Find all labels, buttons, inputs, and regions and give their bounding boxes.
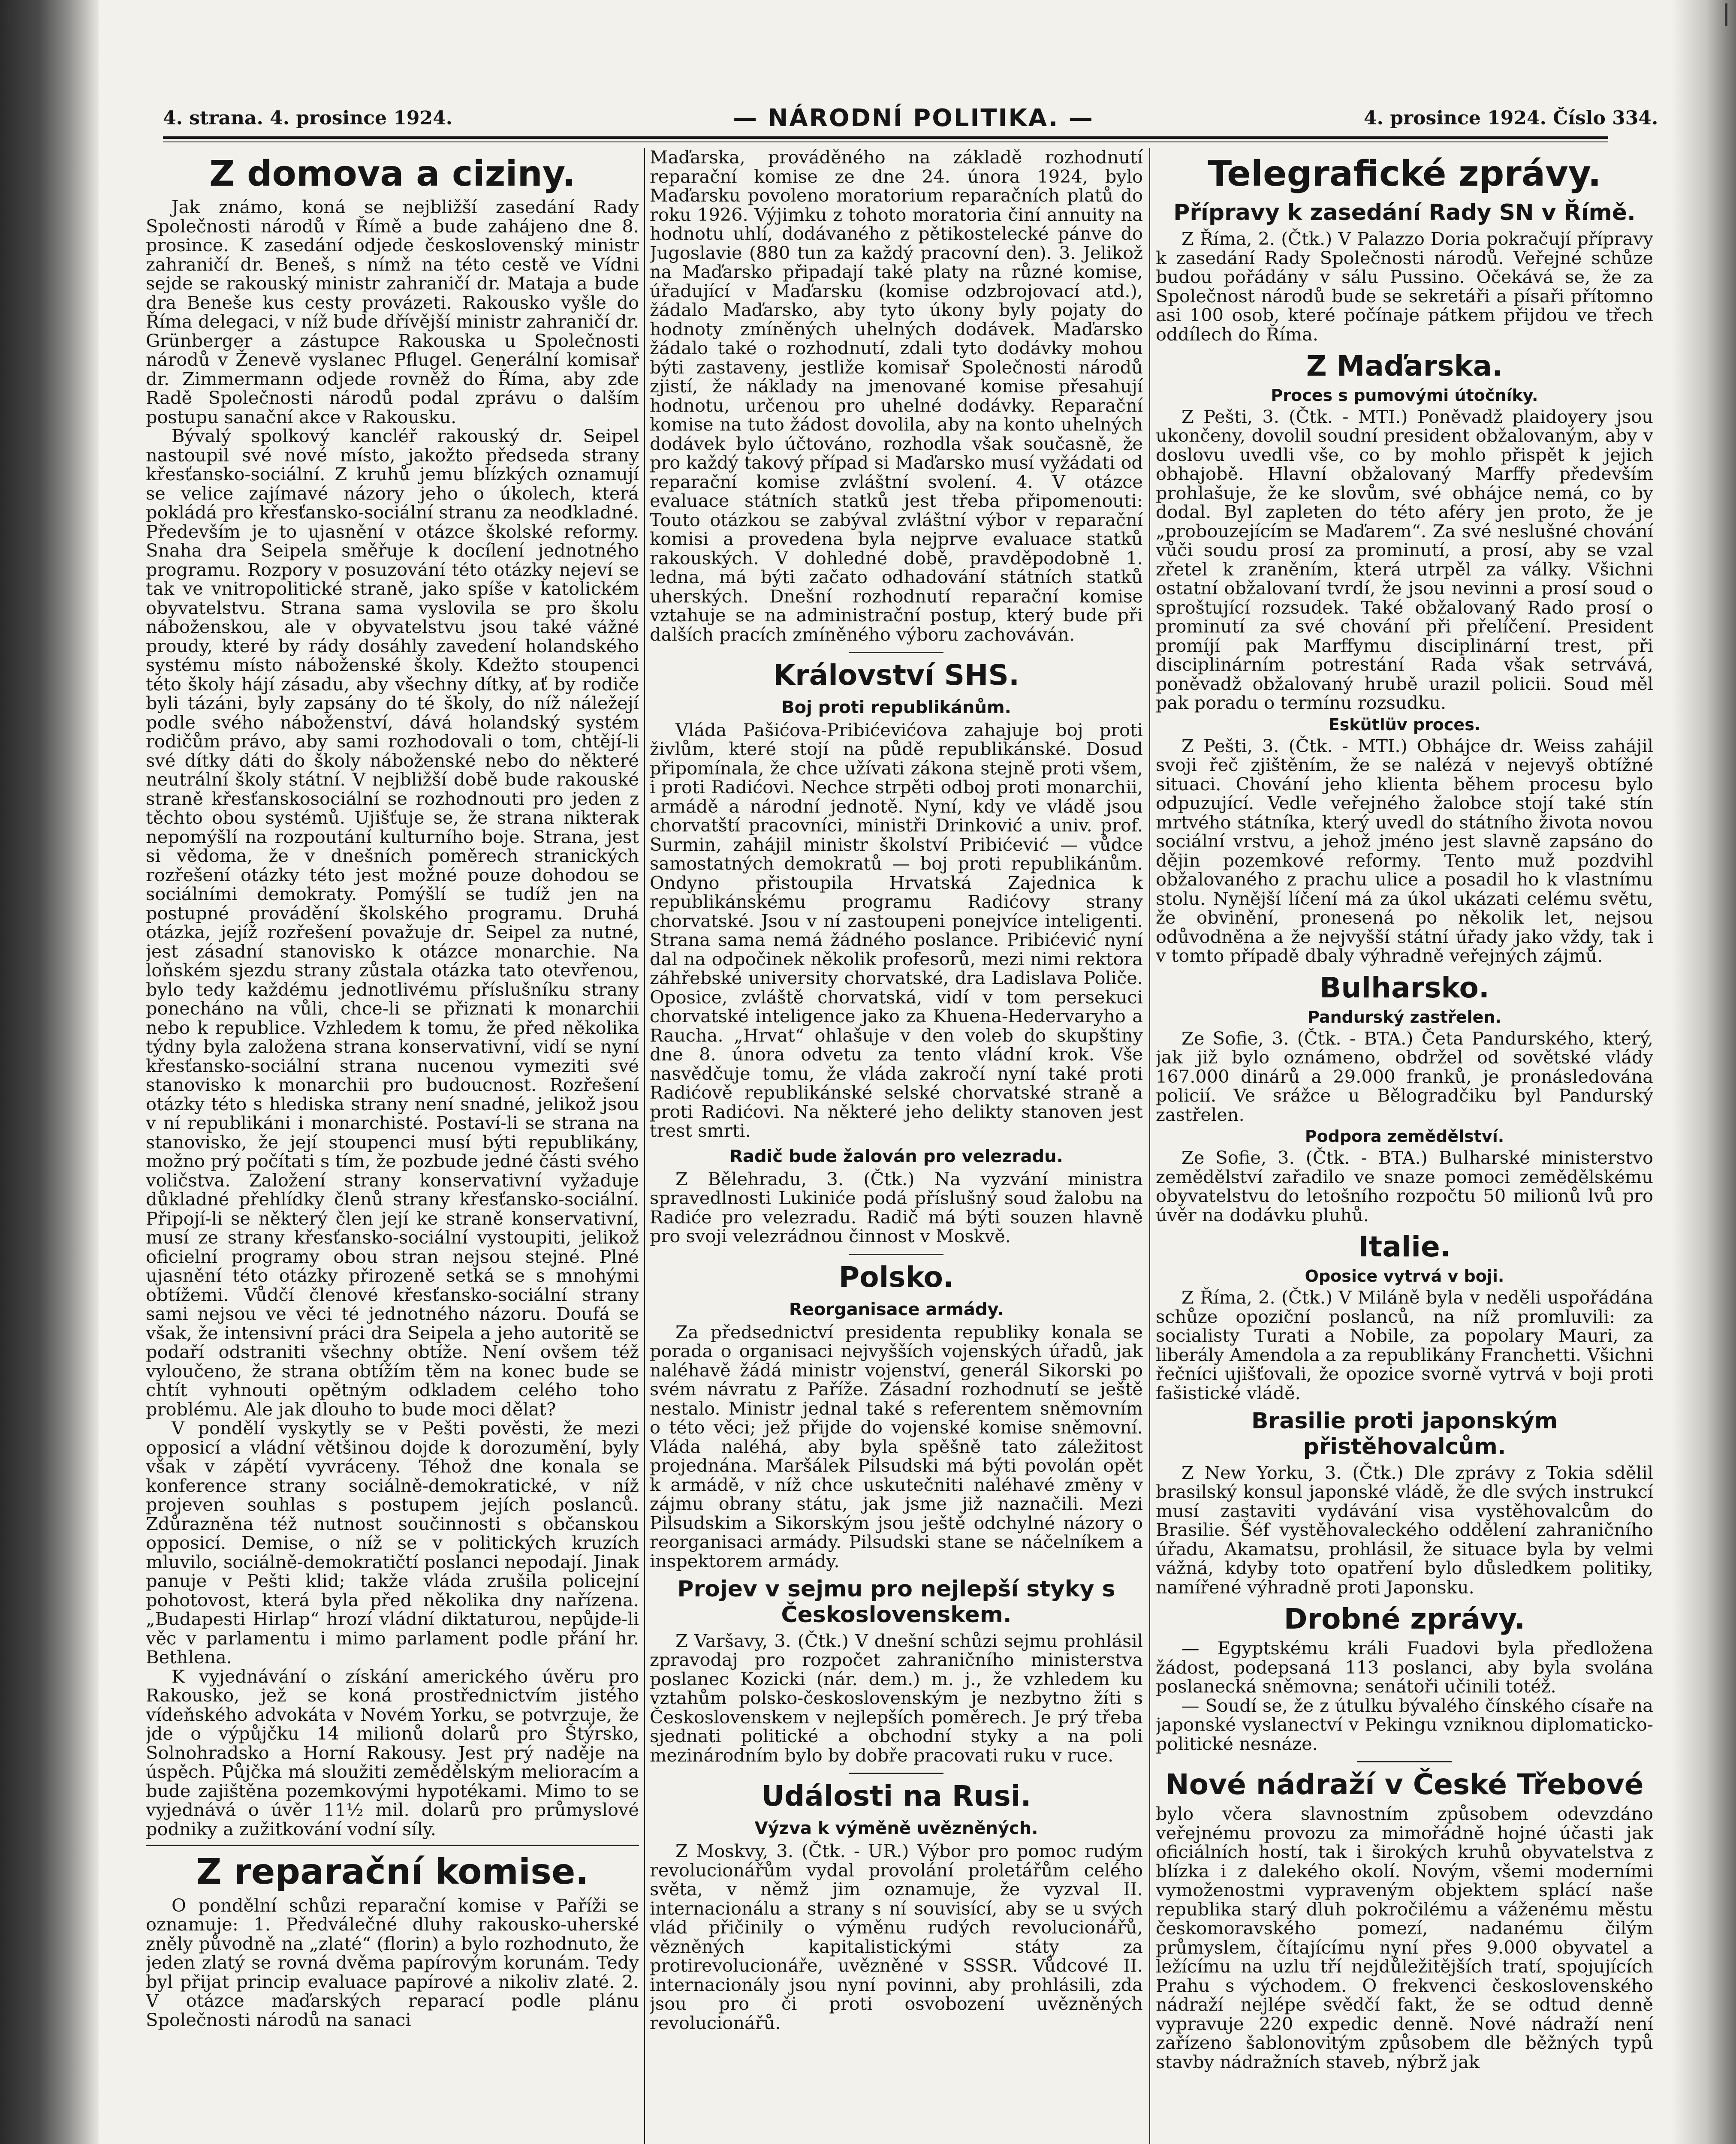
article-paragraph: — Soudí se, že z útulku bývalého čínského císaře na japonské vyslanectví v Pekingu vzniknou diplomaticko-politické nesnáze. bbox=[1156, 1695, 1653, 1754]
article-paragraph: Z Pešti, 3. (Čtk. - MTI.) Obhájce dr. Weiss zahájil svoji řeč zjištěním, že se nalézá v nejevyš obtížné situaci. Chování jeho klienta během procesu bylo odpuzující. Vedle veřejného žalobce stojí také stín mrtvého státníka, který uvedl do státního života novou sociální vrstvu, a jehož jméno jest slavně zapsáno do dějin pozemkové reformy. Tento muž pozdvihl obžalovaného z prachu ulice a posadil ho k vlastnímu stolu. Nynější líčení má za úkol ukázati celému světu, že obvinění, pronesená po několik let, nejsou odůvodněna a že nejvyšší státní úřady jako vždy, tak i v tomto případě dbaly výhradně veřejných zájmů. bbox=[1156, 735, 1653, 967]
article-paragraph: O pondělní schůzi reparační komise v Paříži se oznamuje: 1. Předválečné dluhy rakousko-uherské zněly původně na „zlaté“ (florin) a bylo rozhodnuto, že jeden zlatý se rovná dvěma papírovým korunám. Tedy byl přijat princip evaluace papírové a nikoliv zlaté. 2. V otázce maďarských reparací podle plánu Společnosti národů na sanaci bbox=[146, 1894, 639, 2030]
section-title-reparacni-komise: Z reparační komise. bbox=[196, 1852, 589, 1893]
article-paragraph: Z New Yorku, 3. (Čtk.) Dle zprávy z Tokia sdělil brasilský konsul japonské vládě, že dle svých instrukcí musí zastaviti vydávání visa vystěhovalcům do Brasilie. Šéf vystěhovaleckého oddělení zahraničního úřadu, Akamatsu, prohlásil, že situace byla by velmi vážná, kdyby toto opatření bylo důsledkem politiky, namířené výhradně proti Japonsku. bbox=[1156, 1462, 1653, 1598]
article-paragraph: Z Bělehradu, 3. (Čtk.) Na vyzvání ministra spravedlnosti Lukiniće podá příslušný soud žalobu na Radiće pro velezradu. Radič má býti souzen hlavně pro svoji velezrádnou činnost v Moskvě. bbox=[650, 1168, 1143, 1247]
article-paragraph: Ze Sofie, 3. (Čtk. - BTA.) Bulharské ministerstvo zemědělství zařadilo ve snaze pomoci zemědělskému obyvatelstvu do letošního rozpočtu 50 milionů lvů pro úvěr na dodávku pluhů. bbox=[1156, 1147, 1653, 1226]
page-header-left: 4. strana. 4. prosince 1924. bbox=[163, 107, 453, 129]
section-title-z-domova: Z domova a ciziny. bbox=[209, 154, 576, 194]
section-divider bbox=[146, 1845, 639, 1846]
section-divider bbox=[849, 652, 943, 653]
section-subtitle: Výzva k výměně uvězněných. bbox=[754, 1819, 1038, 1839]
section-title-nove-nadrazi: Nové nádraží v České Třebové bbox=[1165, 1768, 1644, 1801]
page-header-title: — NÁRODNÍ POLITIKA. — bbox=[733, 104, 1094, 132]
section-title-shs: Království SHS. bbox=[773, 659, 1020, 692]
article-paragraph: Vláda Pašićova-Pribićevićova zahajuje boj proti živlům, které stojí na půdě republikánské. Dosud připomínala, že chce užívati zákona stejně proti všem, i proti Radićovi. Nechce strpěti odboj proti monarchii, armádě a národní jednotě. Nyní, kdy ve vládě jsou chorvatští pracovníci, ministři Drinković a univ. prof. Surmin, zahájil ministr školství Pribićević — vůdce samostatných demokratů — boj proti republikánům. Ondyno přistoupila Hrvatská Zajednica k republikánskému programu Radićovy strany chorvatské. Jsou v ní zastoupeni ponejvíce inteligenti. Strana sama nemá žádného poslance. Pribićević nyní dal na odpočinek několik profesorů, mezi nimi rektora záhřebské university chorvatské, dra Ladislava Poliče. Oposice, zvláště chorvatská, vidí v tom persekuci chorvatské inteligence jako za Khuena-Hedervaryho a Raucha. „Hrvat“ ohlašuje v den voleb do skupštiny dne 8. února odvetu za tento vládní krok. Vše nasvědčuje tomu, že vláda zakročí nyní také proti Radićově republikánské selské chorvatské straně a proti Radićovi. Na některé jeho delikty stanoven jest trest smrti. bbox=[650, 719, 1143, 1141]
section-title-bulharsko: Bulharsko. bbox=[1320, 971, 1489, 1004]
column-3 bbox=[1156, 148, 1653, 2144]
section-subtitle: Podpora zemědělství. bbox=[1305, 1127, 1504, 1146]
section-subtitle: Radič bude žalován pro velezradu. bbox=[729, 1146, 1063, 1166]
article-paragraph: Za předsednictví presidenta republiky konala se porada o organisaci nejvyšších vojenských úřadů, jak naléhavě žádá ministr vojenství, generál Sikorski po svém návratu z Paříže. Zásadní rozhodnutí se ještě nestalo. Ministr jednal také s referentem sněmovním o této věci; jež přijde do vojenské komise sněmovní. Vláda naléhá, aby byla spěšně tato záležitost projednána. Maršálek Pilsudski má býti povolán opět k armádě, v níž chce uskutečniti naléhavé změny v zájmu obrany státu, jak jsme již naznačili. Mezi Pilsudskim a Sikorským jsou ještě odchylné názory o reorganisaci armády. Pilsudski stane se náčelníkem a inspektorem armády. bbox=[650, 1321, 1143, 1572]
crop-mark bbox=[1725, 3, 1727, 26]
section-title-telegraficke-zpravy: Telegrafické zprávy. bbox=[1208, 154, 1601, 194]
section-subtitle: Proces s pumovými útočníky. bbox=[1271, 385, 1538, 405]
article-paragraph: Z Moskvy, 3. (Čtk. - UR.) Výbor pro pomoc rudým revolucionářům vydal provolání proletářům celého světa, v němž jim oznamuje, že vyzval II. internacionálu a strany s ní souvisící, aby se u svých vlád přičinily o výměnu rudých revolucionářů, vězněných kapitalistickými státy za protirevolucionáře, uvězněné v SSSR. Vůdcové II. internacionály jsou nyní povinni, aby prohlásili, zda jsou pro či proti osvobození uvězněných revolucionářů. bbox=[650, 1840, 1143, 2033]
article-paragraph: Ze Sofie, 3. (Čtk. - BTA.) Četa Pandurského, který, jak již bylo oznámeno, obdržel od sovětské vlády 167.000 dinárů a 29.000 franků, je pronásledována policií. Ve srážce u Bělogradčiku byl Pandurský zastřelen. bbox=[1156, 1027, 1653, 1125]
article-paragraph: Maďarska, prováděného na základě rozhodnutí reparační komise ze dne 24. února 1924, bylo Maďarsku povoleno moratorium reparačních platů do roku 1926. Výjimku z tohoto moratoria činí annuity na hodnotu uhlí, dodávaného z pětikostelecké pánve do Jugoslavie (880 tun za každý pracovní den). 3. Jelikož na Maďarsko připadají také platy na různé komise, úřadující v Maďarsku (komise odzbrojovací atd.), žádalo Maďarsko, aby tyto úkony byly pojaty do hodnoty zmíněných uhelných dodávek. Maďarsko žádalo také o rozhodnutí, zdali tyto dodávky mohou býti zastaveny, jestliže komisař Společnosti národů zjistí, že náklady na jmenované komise přesahují hodnotu, určenou pro uhelné dodávky. Reparační komise na tuto žádost dovolila, aby na konto uhelných dodávek bylo účtováno, rozhodla však současně, že pro každý takový případ si Maďarsko musí vyžádati od reparační komise zvláštní svolení. 4. V otázce evaluace státních statků jest třeba připomenouti: Touto otázkou se zabýval zvláštní výbor v reparační komisi a provedena byla nejprve evaluace statků rakouských. V dohledné době, pravděpodobně 1. ledna, má býti začato odhadování státních statků uherských. Dnešní rozhodnutí reparační komise vztahuje se na administrační postup, který bude při dalších pracích zmíněného výboru zachováván. bbox=[650, 148, 1143, 645]
section-divider bbox=[1357, 1761, 1452, 1762]
section-subtitle: Přípravy k zasedání Rady SN v Římě. bbox=[1173, 200, 1636, 226]
section-subtitle: Reorganisace armády. bbox=[789, 1299, 1004, 1319]
section-subtitle: Eskütlüv proces. bbox=[1328, 715, 1481, 734]
section-title-drobne-zpravy: Drobné zprávy. bbox=[1284, 1602, 1525, 1636]
column-rule bbox=[644, 148, 645, 2144]
column-2 bbox=[650, 148, 1143, 2144]
column-1 bbox=[146, 148, 639, 2144]
section-subtitle: Pandurský zastřelen. bbox=[1308, 1007, 1501, 1027]
scan-edge-shadow-left bbox=[0, 0, 99, 2144]
article-paragraph: — Egyptskému králi Fuadovi byla předložena žádost, podepsaná 113 poslanci, aby byla svolána poslanecká sněmovna; senátoři učinili totéž. bbox=[1156, 1638, 1653, 1697]
section-title-z-madarska: Z Maďarska. bbox=[1306, 349, 1503, 383]
article-paragraph: bylo včera slavnostním způsobem odevzdáno veřejnému provozu za mimořádně hojné účasti jak oficiálních hostí, tak i širokých kruhů obyvatelstva z blízka i z dalekého okolí. Novým, všemi moderními vymoženostmi vypraveným objektem splácí naše republika starý dluh pokročilému a váženému městu českomoravského pomezí, nadanému čilým průmyslem, čítajícímu nyní přes 9.000 obyvatel a ležícímu na uzlu tří nejdůležitějších tratí, spojujících Prahu s východem. O frekvenci československého nádraží nejlépe svědčí fakt, že se odtud denně vypravuje 220 expedic denně. Nové nádraží není zařízeno šablonovitým způsobem dle běžných typů stavby nádražních staveb, nýbrž jak bbox=[1156, 1803, 1653, 2072]
article-paragraph: Z Říma, 2. (Čtk.) V Palazzo Doria pokračují přípravy k zasedání Rady Společnosti národů. Veřejné schůze budou pořádány v sálu Pussino. Očekává se, že za Společnost národů bude se sekretáři a písaři přítomno asi 100 osob, které počínaje pátkem přijdou ve třech oddílech do Říma. bbox=[1156, 228, 1653, 345]
column-rule bbox=[1149, 148, 1150, 2144]
crop-mark bbox=[9, 3, 11, 26]
article-paragraph: Z Varšavy, 3. (Čtk.) V dnešní schůzi sejmu prohlásil zpravodaj pro rozpočet zahraničního ministerstva poslanec Kozicki (nár. dem.) m. j., že vzhledem ku vztahům polsko-československým je nezbytno žíti s Československem v nejlepších poměrech. Je prý třeba sjednati politické a obchodní styky a na poli mezinárodním bylo by dobře pracovati ruku v ruce. bbox=[650, 1630, 1143, 1766]
section-subtitle: Boj proti republikánům. bbox=[781, 697, 1011, 717]
article-paragraph: Bývalý spolkový kancléř rakouský dr. Seipel nastoupil své nové místo, jakožto předseda strany křesťansko-sociální. Z kruhů jemu blízkých oznamují se velice zajímavé názory jeho o úkolech, která pokládá pro křesťansko-sociální stranu za neodkladné. Především je to ujasnění v otázce školské reformy. Snaha dra Seipela směřuje k docílení jednotného programu. Rozpory v posuzování této otázky nejeví se tak ve vnitropolitické straně, jako spíše v katolickém obyvatelstvu. Strana sama vyslovila se pro školu náboženskou, ale v obyvatelstvu jsou také vážné proudy, které by rády dosáhly zavedení holandského systému místo náboženské školy. Kdežto stoupenci této školy hájí zásadu, aby všechny dítky, ať by rodiče byli tázáni, byly zapsány do té školy, do níž náležejí podle svého náboženství, dává holandský systém rodičům právo, aby sami rozhodovali o tom, chtějí-li své dítky dáti do školy náboženské nebo do některé neutrální školy státní. V nejbližší době bude rakouské straně křesťanskosociální se rozhodnouti pro jeden z těchto obou systémů. Ujišťuje se, že strana nikterak nepomýšlí na rozpoutání kulturního boje. Strana, jest si vědoma, že v dnešních poměrech stranických rozřešení otázky této jest možné pouze dohodou se sociálními demokraty. Pomýšlí se tudíž jen na postupné provádění školského programu. Druhá otázka, jejíž rozřešení považuje dr. Seipel za nutné, jest zásadní stanovisko k otázce monarchie. Na loňském sjezdu strany zůstala otázka tato otevřenou, bylo tedy každému jednotlivému příslušníku strany ponecháno na vůli, chce-li se přiznati k monarchii nebo k republice. Vzhledem k tomu, že před několika týdny byla založena strana konservativní, vidí se nyní křesťansko-sociální strana nucenou vymeziti své stanovisko k monarchii pro budoucnost. Rozřešení otázky této s hlediska strany není snadné, jelikož jsou v ní republikáni i monarchisté. Postaví-li se strana na stanovisko, že její stoupenci musí býti republikány, možno prý počítati s tím, že pozbude jedné části svého voličstva. Založení strany konservativní vyžaduje důkladné přehlídky členů strany křesťansko-sociální. Připojí-li se některý člen její ke straně konservativní, musí ze strany křesťansko-sociální vystoupiti, jelikož oficielní programy obou stran nejsou stejné. Plné ujasnění této otázky přirozeně setká se s mnohými obtížemi. Vůdčí členové křesťansko-sociální strany sami nejsou ve věci té jednotného názoru. Doufá se však, že intensivní práci dra Seipela a jeho autoritě se podaří odstraniti všechny obtíže. Není ovšem též vyloučeno, že strana obtížím těm na konec bude se chtít vyhnouti opětným odkladem celého toho problému. Ale jak dlouho to bude moci dělat? bbox=[146, 425, 639, 1420]
section-divider bbox=[849, 1773, 943, 1774]
scan-edge-shadow-right bbox=[1672, 0, 1736, 2144]
section-title-polsko: Polsko. bbox=[838, 1260, 954, 1294]
article-paragraph: Z Pešti, 3. (Čtk. - MTI.) Poněvadž plaidoyery jsou ukončeny, dovolil soudní president obžalovaným, aby v doslovu uvedli vše, co by mohlo přispět k jejich obhajobě. Hlavní obžalovaný Marffy především prohlašuje, že ke slovům, své obhájce nemá, co by dodal. Byl zapleten do této aféry jen proto, že je „probouzejícím se Maďarem“. Za své neslušné chování vůči soudu prosí za prominutí, a prosí, aby se vzal zřetel k zraněním, která utrpěl za války. Všichni ostatní obžalovaní tvrdí, že jsou nevinni a prosí soud o sproštující rozsudek. Také obžalovaný Rado prosí o prominutí za své chování při přelíčení. President promíjí pak Marffymu disciplinární trest, při disciplinárním potrestání Rada však setrvává, poněvadž obžalovaný hrubě urazil policii. Soud měl pak poradu o termínu rozsudku. bbox=[1156, 406, 1653, 714]
section-title-italie: Italie. bbox=[1358, 1230, 1451, 1264]
section-title-brasilie: Brasilie proti japonským přistěhovalcům. bbox=[1251, 1408, 1558, 1460]
page-header-right: 4. prosince 1924. Číslo 334. bbox=[1364, 107, 1658, 129]
article-paragraph: K vyjednávání o získání amerického úvěru pro Rakousko, jež se koná prostřednictvím jistého vídeňského advokáta v Novém Yorku, se potvrzuje, že jde o výpůjčku 14 milionů dolarů pro Štýrsko, Solnohradsko a Horní Rakousy. Jest prý naděje na úspěch. Půjčka má sloužiti zemědělským melioracím a bude zajištěna pozemkovými hypotékami. Mimo to se vyjednává o úvěr 11½ mil. dolarů pro průmyslové podniky a zužitkování vodní síly. bbox=[146, 1665, 639, 1840]
article-paragraph: Jak známo, koná se nejbližší zasedání Rady Společnosti národů v Římě a bude zahájeno dne 8. prosince. K zasedání odjede československý ministr zahraničí dr. Beneš, s nímž na této cestě ve Vídni sejde se rakouský ministr zahraničí dr. Mataja a bude dra Beneše kus cesty provázeti. Rakousko vyšle do Říma delegaci, v níž bude dřívější ministr zahraničí dr. Grünberger a zástupce Rakouska u Společnosti národů v Ženevě vyslanec Pflugel. Generální komisař dr. Zimmermann odjede rovněž do Říma, aby zde Radě Společnosti národů podal zprávu o dalším postupu sanační akce v Rakousku. bbox=[146, 196, 639, 428]
section-title-udalosti-na-rusi: Události na Rusi. bbox=[761, 1780, 1031, 1813]
section-title-projev-sejm: Projev v sejmu pro nejlepší styky s Československem. bbox=[677, 1576, 1115, 1628]
article-paragraph: V pondělí vyskytly se v Pešti pověsti, že mezi opposicí a vládní většinou dojde k dorozumění, byly však v zápětí vyvráceny. Téhož dne konala se konference strany sociálně-demokratické, v níž projeven souhlas s postupem jejích poslanců. Zdůrazněna též nutnost součinnosti s občanskou opposicí. Demise, o níž se v politických kruzích mluvilo, sociálně-demokratičtí poslanci nepodají. Jinak panuje v Pešti klid; takže vláda zrušila policejní pohotovost, která byla před několika dny nařízena. „Budapesti Hirlap“ hrozí vládní diktaturou, nepůjde-li věc v parlamentu i mimo parlament podle přání hr. Bethlena. bbox=[146, 1418, 639, 1668]
header-rule bbox=[163, 136, 1608, 139]
section-subtitle: Oposice vytrvá v boji. bbox=[1305, 1267, 1504, 1286]
section-divider bbox=[849, 1254, 943, 1255]
article-paragraph: Z Říma, 2. (Čtk.) V Miláně byla v neděli uspořádána schůze opoziční poslanců, na níž promluvili: za socialisty Turati a Nobile, za popolary Mauri, za liberály Amendola a za republikány Franchetti. Všichni řečníci ujišťovali, že opozice svorně vytrvá v boji proti fašistické vládě. bbox=[1156, 1287, 1653, 1403]
